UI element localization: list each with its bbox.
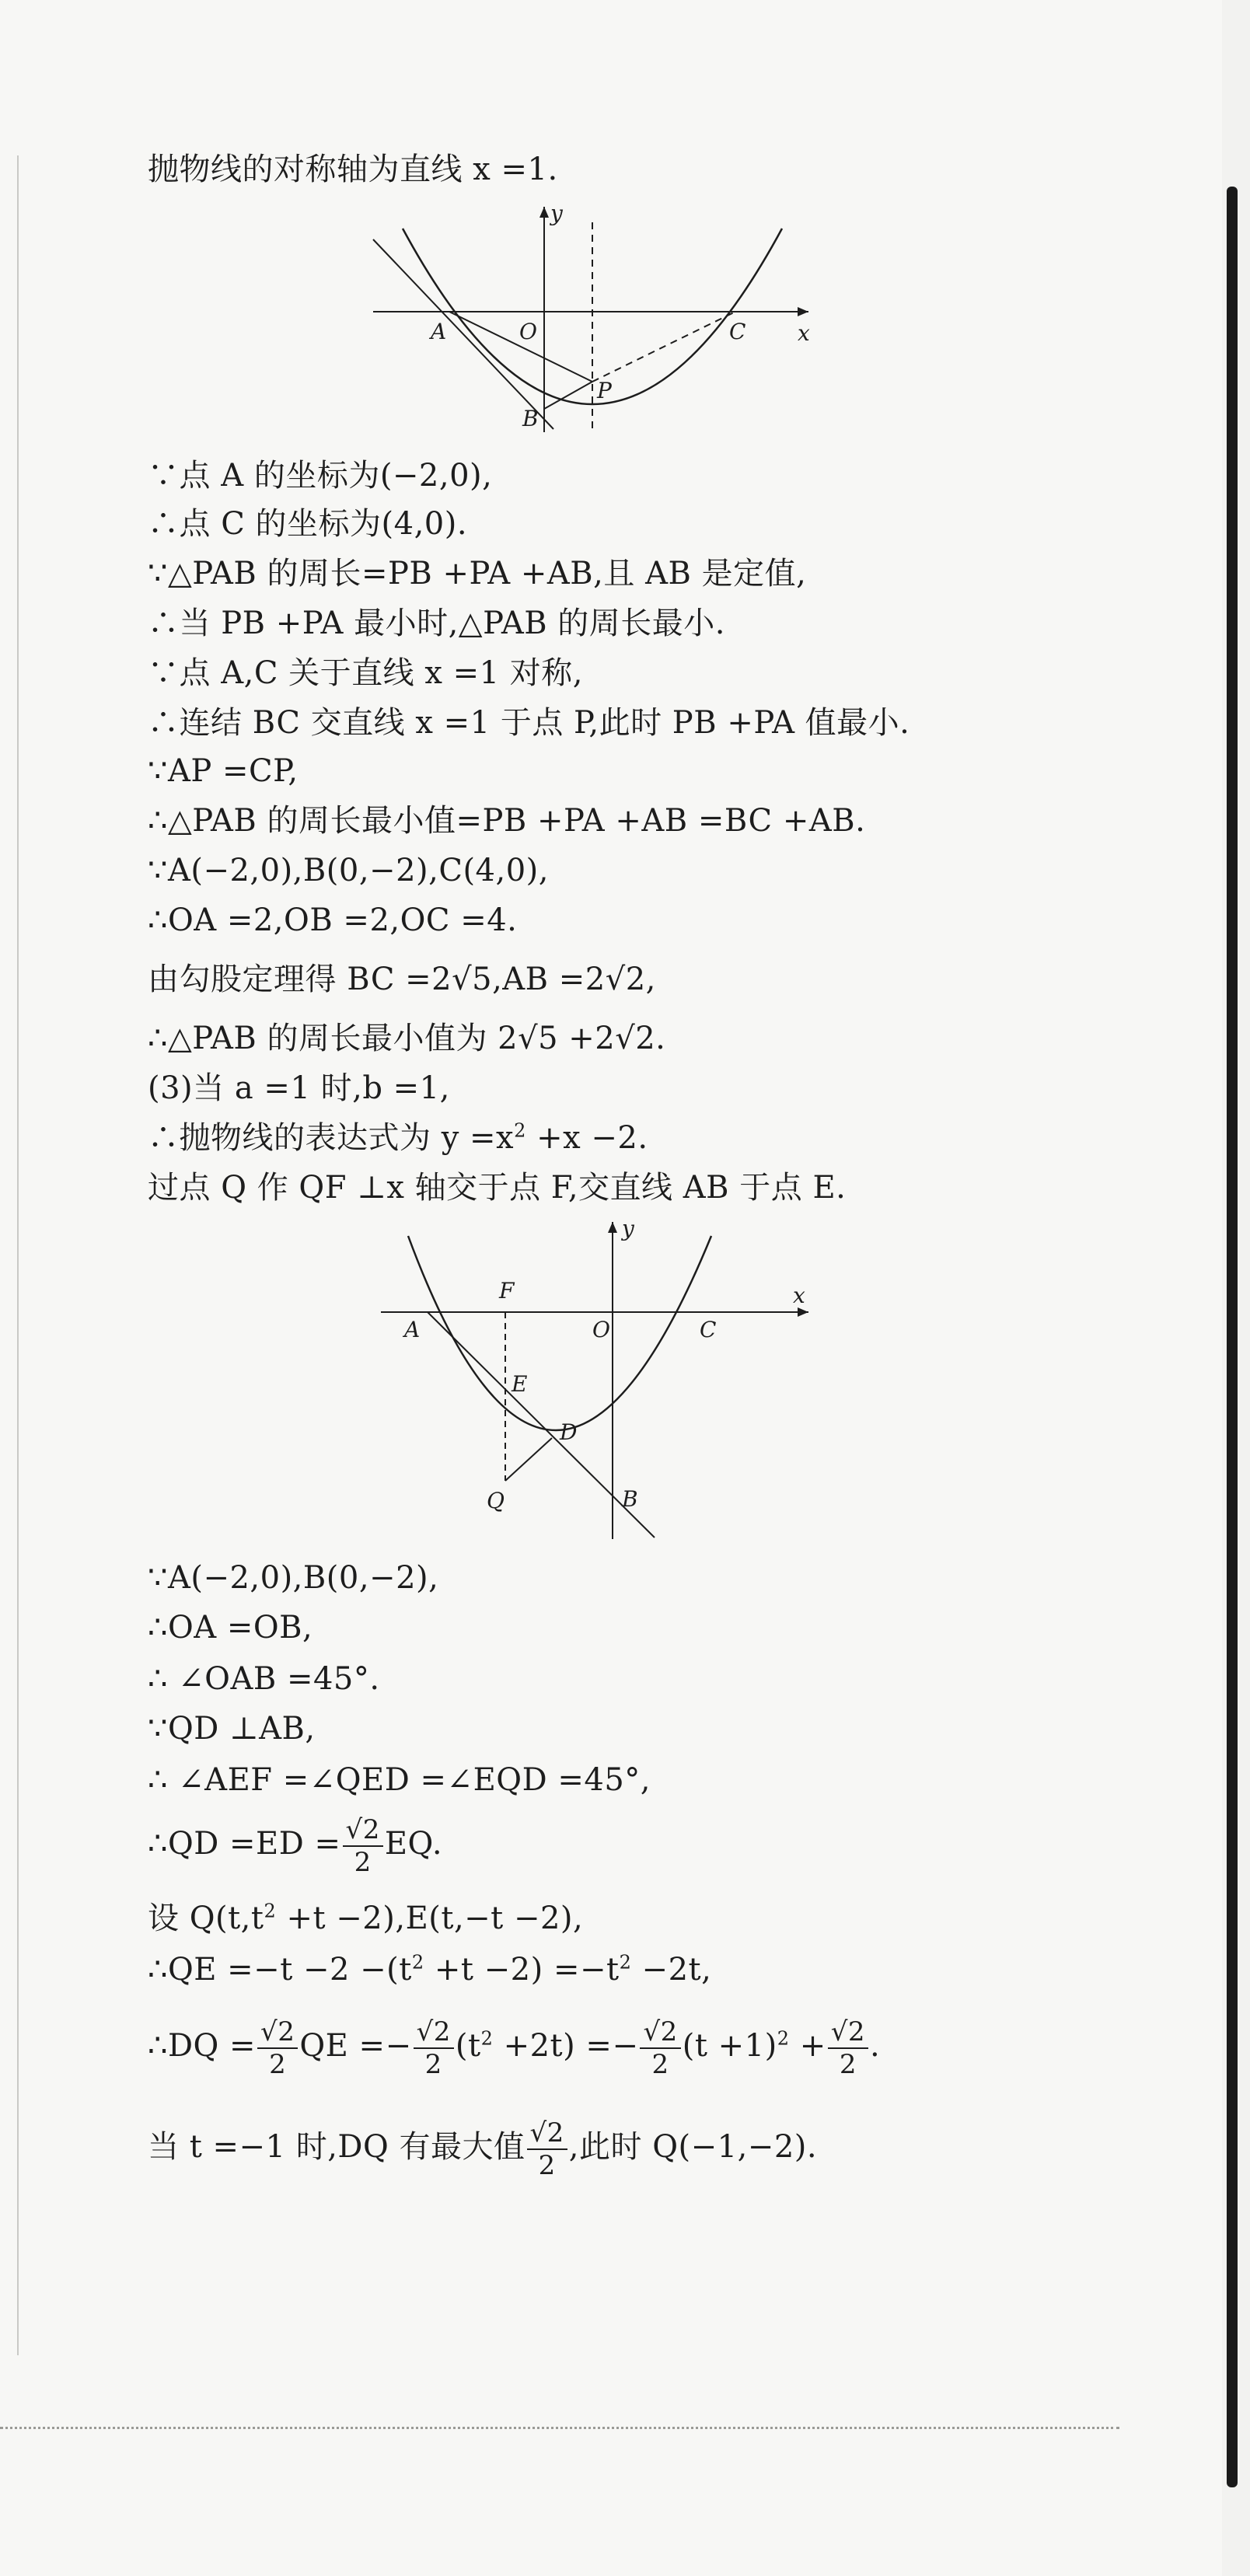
page-margin-line	[17, 155, 19, 2355]
text-span: +t −2) =−t	[424, 1952, 620, 1988]
fraction-denominator: 2	[839, 2049, 857, 2080]
label-O: O	[519, 319, 537, 344]
scan-edge-shadow	[1227, 187, 1238, 2487]
fraction-numerator: √2	[640, 2016, 680, 2049]
fraction-numerator: √2	[257, 2016, 298, 2049]
y-arrow	[608, 1222, 617, 1233]
text-span: +2t) =−	[493, 2028, 639, 2064]
text-span: (t +1)	[682, 2028, 777, 2064]
fraction	[527, 2117, 567, 2181]
text-line: ∵AP =CP,	[148, 753, 299, 789]
exponent: 2	[777, 2027, 790, 2050]
label-P: P	[597, 378, 612, 403]
x-arrow	[798, 307, 808, 316]
text-line: ∴当 PB +PA 最小时,△PAB 的周长最小.	[148, 606, 726, 641]
text-span: +t −2),E(t,−t −2),	[276, 1901, 584, 1936]
text-span: ∴抛物线的表达式为 y =x	[148, 1120, 515, 1156]
fraction-denominator: 2	[651, 2049, 669, 2080]
text-line	[148, 1949, 711, 1990]
text-span: ∴DQ =	[148, 2028, 257, 2064]
fraction	[414, 2016, 454, 2080]
text-line: ∵A(−2,0),B(0,−2),	[148, 1560, 439, 1596]
label-A: A	[431, 319, 447, 344]
label-x: x	[793, 1283, 805, 1308]
fraction-numerator: √2	[828, 2016, 868, 2049]
label-B: B	[522, 406, 539, 431]
text-line: ∴ ∠OAB =45°.	[148, 1661, 380, 1697]
exponent: 2	[514, 1119, 526, 1142]
fraction-numerator: √2	[527, 2117, 567, 2150]
fraction-denominator: 2	[538, 2150, 556, 2181]
fraction-denominator: 2	[424, 2049, 442, 2080]
text-span: .	[870, 2028, 881, 2064]
text-line: ∴ ∠AEF =∠QED =∠EQD =45°,	[148, 1762, 651, 1798]
fraction	[257, 2016, 298, 2080]
text-line	[148, 1118, 648, 1158]
x-arrow	[798, 1307, 808, 1317]
text-line	[148, 2117, 817, 2181]
text-span: (t	[455, 2028, 481, 2064]
text-span: +	[789, 2028, 826, 2064]
text-line: ∴△PAB 的周长最小值=PB +PA +AB =BC +AB.	[148, 803, 866, 839]
text-span: −2t,	[631, 1952, 712, 1988]
text-line: ∵点 A 的坐标为(−2,0),	[148, 458, 493, 494]
text-span: ∴QE =−t −2 −(t	[148, 1952, 412, 1988]
text-span: ∴QD =ED =	[148, 1826, 341, 1862]
exponent: 2	[411, 1951, 424, 1974]
page-divider	[0, 2427, 1119, 2429]
label-x: x	[798, 320, 810, 346]
text-line: 过点 Q 作 QF ⊥x 轴交于点 F,交直线 AB 于点 E.	[148, 1170, 847, 1206]
fraction	[343, 1814, 383, 1878]
text-line	[148, 1814, 442, 1878]
fraction-denominator: 2	[354, 1847, 372, 1878]
label-A: A	[404, 1317, 421, 1342]
scan-edge	[1222, 0, 1250, 2576]
text-line: ∴△PAB 的周长最小值为 2√5 +2√2.	[148, 1021, 666, 1056]
text-line: ∵点 A,C 关于直线 x =1 对称,	[148, 655, 584, 691]
parabola-figure-1	[358, 199, 824, 440]
fraction	[828, 2016, 868, 2080]
text-span: 设 Q(t,t	[148, 1901, 264, 1936]
text-span: EQ.	[384, 1826, 443, 1862]
label-C: C	[700, 1317, 717, 1342]
segment-PC	[592, 312, 735, 382]
text-line: ∵A(−2,0),B(0,−2),C(4,0),	[148, 853, 549, 888]
text-span: QE =−	[299, 2028, 412, 2064]
label-B: B	[622, 1486, 638, 1512]
label-E: E	[512, 1371, 528, 1397]
text-span: 当 t =−1 时,DQ 有最大值	[148, 2129, 525, 2165]
label-D: D	[560, 1419, 578, 1445]
text-line: 由勾股定理得 BC =2√5,AB =2√2,	[148, 962, 656, 997]
text-span: +x −2.	[525, 1120, 648, 1156]
fraction-denominator: 2	[269, 2049, 287, 2080]
label-C: C	[729, 319, 746, 344]
text-line: ∴连结 BC 交直线 x =1 于点 P,此时 PB +PA 值最小.	[148, 705, 910, 741]
label-Q: Q	[487, 1488, 505, 1513]
label-y: y	[550, 201, 563, 226]
fraction-numerator: √2	[414, 2016, 454, 2049]
y-arrow	[539, 207, 549, 218]
label-O: O	[592, 1317, 610, 1342]
exponent: 2	[264, 1900, 277, 1922]
label-F: F	[499, 1278, 515, 1304]
text-span: ,此时 Q(−1,−2).	[568, 2129, 818, 2165]
text-line: ∴点 C 的坐标为(4,0).	[148, 506, 468, 542]
text-line	[148, 2016, 880, 2080]
exponent: 2	[480, 2027, 494, 2050]
fraction-numerator: √2	[343, 1814, 383, 1847]
line-AB	[428, 1312, 655, 1538]
text-line	[148, 1898, 583, 1939]
exponent: 2	[619, 1951, 632, 1974]
text-line: 抛物线的对称轴为直线 x =1.	[148, 152, 558, 187]
parabola-curve	[408, 1236, 711, 1430]
text-line: ∴OA =2,OB =2,OC =4.	[148, 902, 518, 938]
fraction	[640, 2016, 680, 2080]
label-y: y	[622, 1216, 634, 1241]
text-line: ∴OA =OB,	[148, 1610, 313, 1646]
parabola-figure-2	[373, 1213, 824, 1555]
text-line: (3)当 a =1 时,b =1,	[148, 1070, 450, 1106]
segment-QD	[505, 1438, 552, 1481]
text-line: ∵△PAB 的周长=PB +PA +AB,且 AB 是定值,	[148, 556, 807, 592]
text-line: ∵QD ⊥AB,	[148, 1711, 316, 1747]
